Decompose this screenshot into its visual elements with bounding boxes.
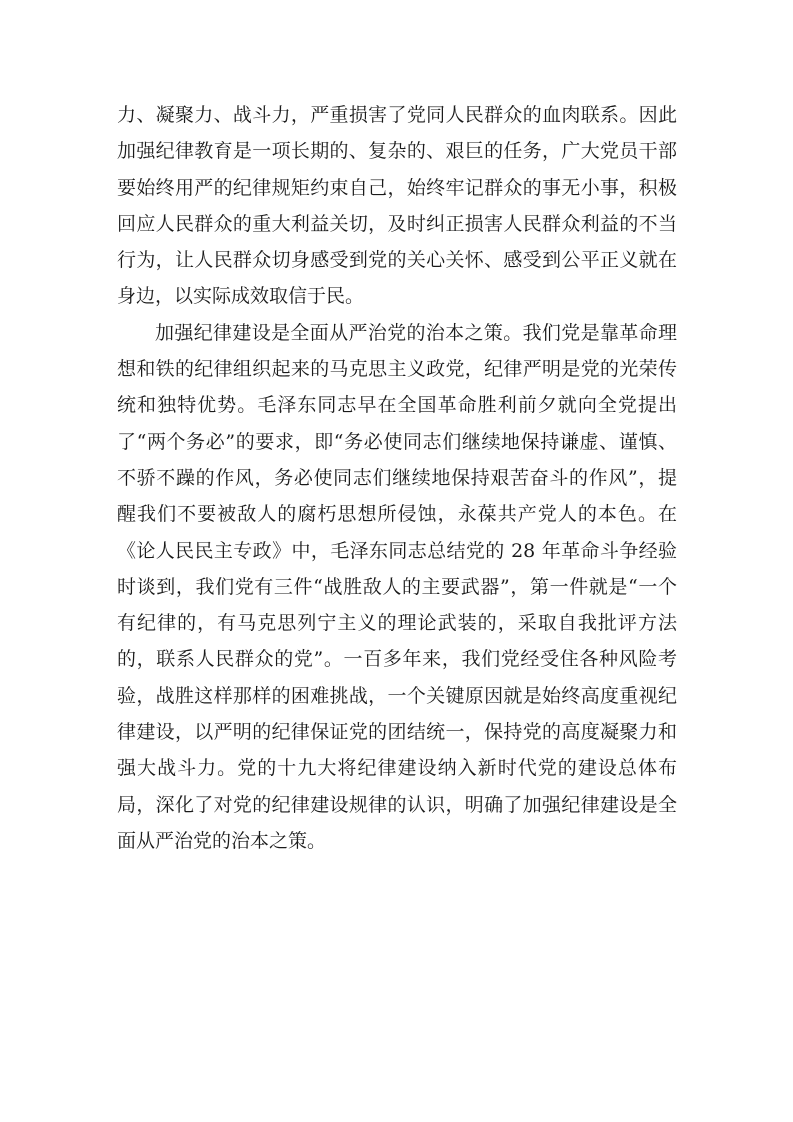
body-text <box>117 97 677 859</box>
paragraph-1: 力、凝聚力、战斗力，严重损害了党同人民群众的血肉联系。因此加强纪律教育是一项长期的、复杂的、艰巨的任务，广大党员干部要始终用严的纪律规矩约束自己，始终牢记群众的事无小事，积极回应人民群众的重大利益关切，及时纠正损害人民群众利益的不当行为，让人民群众切身感受到党的关心关怀、感受到公平正义就在身边，以实际成效取信于民。 <box>117 104 677 308</box>
paragraph-2: 加强纪律建设是全面从严治党的治本之策。我们党是靠革命理想和铁的纪律组织起来的马克思主义政党，纪律严明是党的光荣传统和独特优势。毛泽东同志早在全国革命胜利前夕就向全党提出了“两个务必”的要求，即“务必使同志们继续地保持谦虚、谨慎、不骄不躁的作风，务必使同志们继续地保持艰苦奋斗的作风”，提醒我们不要被敌人的腐朽思想所侵蚀，永葆共产党人的本色。在《论人民民主专政》中，毛泽东同志总结党的 28 年革命斗争经验时谈到，我们党有三件“战胜敌人的主要武器”，第一件就是“一个有纪律的，有马克思列宁主义的理论武装的，采取自我批评方法的，联系人民群众的党”。一百多年来，我们党经受住各种风险考验，战胜这样那样的困难挑战，一个关键原因就是始终高度重视纪律建设，以严明的纪律保证党的团结统一，保持党的高度凝聚力和强大战斗力。党的十九大将纪律建设纳入新时代党的建设总体布局，深化了对党的纪律建设规律的认识，明确了加强纪律建设是全面从严治党的治本之策。 <box>117 321 677 852</box>
